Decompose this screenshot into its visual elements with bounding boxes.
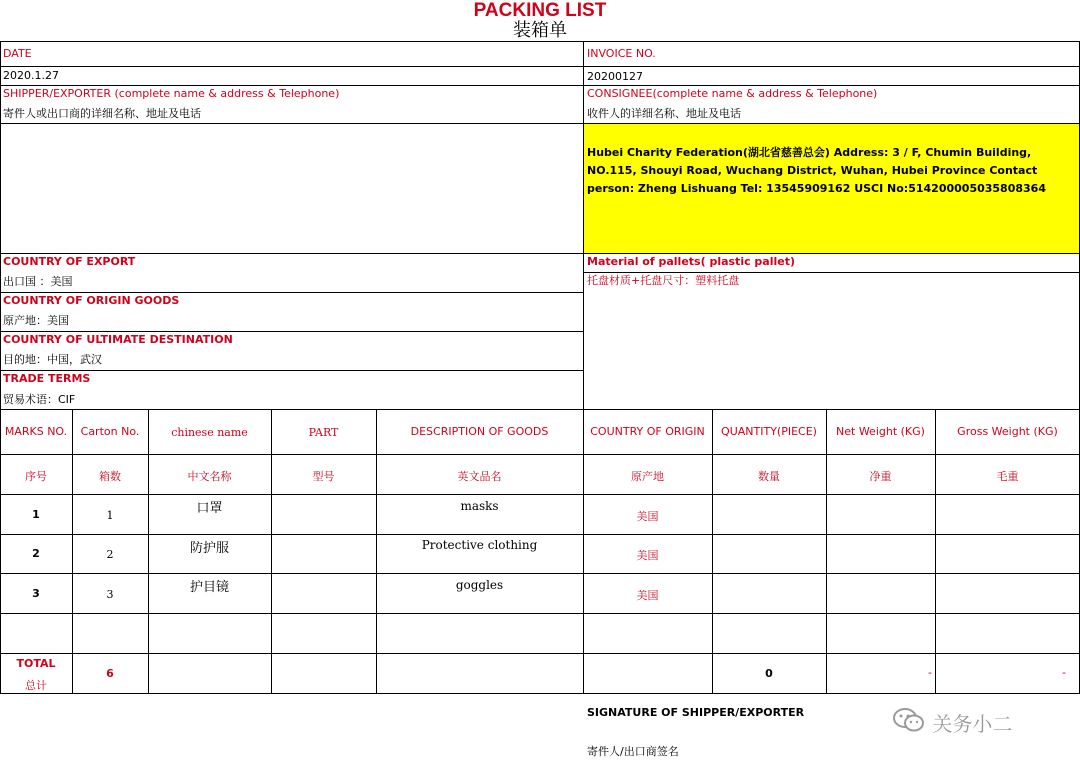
watermark-text: 关务小二 — [932, 712, 1013, 736]
country-export-label: COUNTRY OF EXPORT — [3, 255, 136, 268]
header-country-origin: COUNTRY OF ORIGIN — [590, 425, 705, 438]
signature-label: SIGNATURE OF SHIPPER/EXPORTER — [587, 706, 805, 719]
consignee-label-cn: 收件人的详细名称、地址及电话 — [587, 107, 741, 120]
origin-goods-label: COUNTRY OF ORIGIN GOODS — [3, 294, 180, 307]
trade-terms-label: TRADE TERMS — [3, 372, 91, 385]
header-cn-quantity: 数量 — [758, 470, 780, 483]
wechat-icon — [892, 707, 926, 744]
destination-value[interactable]: 目的地：中国，武汉 — [3, 353, 102, 366]
header-cn-name: 中文名称 — [187, 470, 232, 483]
header-quantity: QUANTITY(PIECE) — [721, 425, 817, 438]
watermark — [892, 706, 1052, 742]
grid-divider — [0, 494, 1080, 495]
total-label-cn: 总计 — [25, 679, 47, 692]
origin-goods-value[interactable]: 原产地：美国 — [3, 314, 69, 327]
grid-divider — [583, 41, 584, 409]
destination-label: COUNTRY OF ULTIMATE DESTINATION — [3, 333, 233, 346]
page-title: PACKING LIST — [473, 0, 607, 21]
grid-divider — [0, 454, 1080, 455]
grid-divider — [0, 66, 1080, 67]
row1-cn-name[interactable]: 口罩 — [196, 501, 223, 516]
grid-divider — [271, 409, 272, 694]
consignee-details[interactable]: Hubei Charity Federation(湖北省慈善总会) Address: 3 / F, Chumin Building, NO.115, Shouyi Road, Wuchang District, Wuhan, Hubei Province Contact person: Zheng Lishuang Tel: 13545909162 USCI No:514200005035808364 — [587, 146, 1046, 195]
date-label: DATE — [3, 47, 32, 60]
grid-divider — [0, 123, 1080, 124]
header-cn-gross: 毛重 — [996, 470, 1019, 483]
header-cn-net: 净重 — [869, 470, 892, 483]
grid-divider — [0, 573, 1080, 574]
pallets-value[interactable]: 托盘材质+托盘尺寸：塑料托盘 — [587, 274, 740, 287]
grid-divider — [0, 409, 1080, 410]
shipper-label: SHIPPER/EXPORTER (complete name & address & Telephone) — [3, 87, 340, 100]
total-carton[interactable]: 6 — [106, 667, 114, 680]
total-gross-weight[interactable]: - — [1062, 666, 1066, 679]
grid-divider — [0, 253, 1080, 254]
header-carton-no: Carton No. — [80, 425, 140, 438]
header-chinese-name: chinese name — [171, 426, 248, 439]
signature-label-cn: 寄件人/出口商签名 — [587, 745, 679, 758]
row2-marks[interactable]: 2 — [32, 547, 40, 560]
grid-divider — [0, 653, 1080, 654]
trade-terms-value[interactable]: 贸易术语：CIF — [3, 393, 76, 406]
header-gross-weight: Gross Weight (KG) — [957, 425, 1058, 438]
header-cn-marks: 序号 — [25, 470, 47, 483]
consignee-label: CONSIGNEE(complete name & address & Telephone) — [587, 87, 878, 100]
header-marks-no: MARKS NO. — [4, 425, 68, 438]
total-quantity[interactable]: 0 — [765, 667, 773, 680]
grid-divider — [935, 409, 936, 694]
form-outer-border — [0, 41, 1080, 694]
pallets-label: Material of pallets( plastic pallet) — [587, 255, 796, 268]
row1-marks[interactable]: 1 — [32, 508, 40, 521]
page-subtitle: 装箱单 — [513, 20, 567, 41]
grid-divider — [0, 331, 584, 332]
row3-carton[interactable]: 3 — [106, 588, 114, 601]
row2-desc[interactable]: Protective clothing — [421, 538, 538, 552]
header-part: PART — [308, 426, 339, 439]
total-label: TOTAL — [16, 657, 56, 670]
row3-origin[interactable]: 美国 — [636, 589, 659, 602]
header-cn-origin: 原产地 — [631, 470, 664, 483]
row3-cn-name[interactable]: 护目镜 — [189, 580, 229, 595]
shipper-label-cn: 寄件人或出口商的详细名称、地址及电话 — [3, 107, 201, 120]
date-value[interactable]: 2020.1.27 — [3, 69, 59, 82]
row1-carton[interactable]: 1 — [106, 509, 114, 522]
header-cn-part: 型号 — [312, 470, 335, 483]
invoice-value[interactable]: 20200127 — [587, 70, 643, 83]
row2-origin[interactable]: 美国 — [636, 549, 659, 562]
row1-desc[interactable]: masks — [460, 499, 499, 513]
grid-divider — [712, 409, 713, 694]
grid-divider — [0, 613, 1080, 614]
grid-divider — [0, 85, 1080, 86]
grid-divider — [0, 534, 1080, 535]
country-export-value[interactable]: 出口国 ：美国 — [3, 275, 73, 288]
row3-marks[interactable]: 3 — [32, 587, 40, 600]
header-description: DESCRIPTION OF GOODS — [410, 425, 549, 438]
grid-divider — [0, 370, 584, 371]
total-net-weight[interactable]: - — [928, 666, 932, 679]
row2-carton[interactable]: 2 — [106, 548, 114, 561]
header-cn-carton: 箱数 — [99, 470, 121, 483]
row1-origin[interactable]: 美国 — [636, 510, 659, 523]
header-cn-desc: 英文品名 — [457, 470, 502, 483]
grid-divider — [826, 409, 827, 694]
row2-cn-name[interactable]: 防护服 — [189, 541, 229, 556]
grid-divider — [0, 292, 584, 293]
grid-divider — [584, 272, 1080, 273]
header-net-weight: Net Weight (KG) — [836, 425, 925, 438]
invoice-label: INVOICE NO. — [587, 47, 656, 60]
row3-desc[interactable]: goggles — [455, 578, 504, 592]
